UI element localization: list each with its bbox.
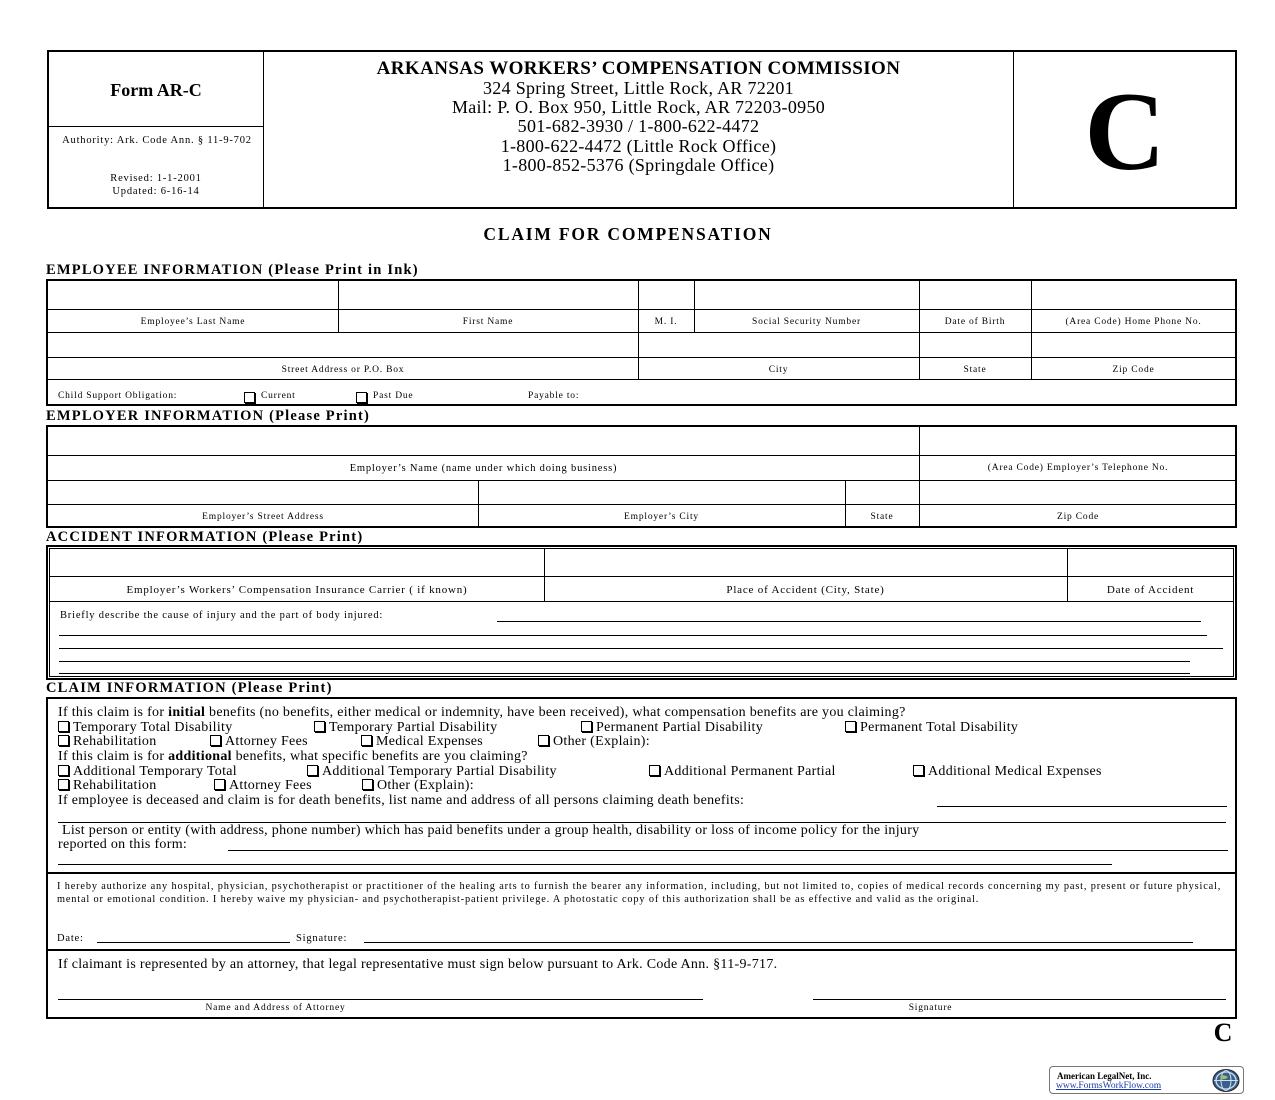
attorney-signature-line[interactable] bbox=[813, 999, 1226, 1000]
option-other-initial[interactable] bbox=[538, 734, 650, 750]
employee-last-name-input[interactable] bbox=[52, 287, 338, 307]
checkbox-icon bbox=[845, 721, 856, 732]
death-benefits-line-1[interactable] bbox=[937, 806, 1227, 807]
group-health-line-2[interactable] bbox=[58, 864, 1112, 865]
header-left-divider bbox=[49, 126, 263, 127]
legalnet-badge bbox=[1049, 1066, 1244, 1094]
option-add-attorney-fees[interactable] bbox=[214, 778, 312, 794]
checkbox-icon bbox=[361, 735, 372, 746]
attorney-text: If claimant is represented by an attorney, that legal representative must sign below pursuant to Ark. Code Ann. §11-9-717. bbox=[58, 957, 778, 972]
attorney-name-label: Name and Address of Attorney bbox=[205, 1003, 346, 1013]
revised-text: Revised: 1-1-2001 bbox=[110, 173, 202, 184]
employer-city-input[interactable] bbox=[482, 483, 845, 503]
option-label: Temporary Total Disability bbox=[73, 720, 233, 735]
employer-street-input[interactable] bbox=[52, 483, 478, 503]
label-employer-name: Employer’s Name (name under which doing business) bbox=[349, 463, 618, 474]
checkbox-icon bbox=[356, 392, 367, 403]
injury-line-5[interactable] bbox=[59, 673, 1190, 674]
option-add-medical[interactable] bbox=[913, 764, 1102, 780]
checkbox-icon bbox=[214, 779, 225, 790]
option-label: Permanent Total Disability bbox=[860, 720, 1019, 735]
employer-section-heading: EMPLOYER INFORMATION (Please Print) bbox=[46, 408, 371, 424]
option-label: Attorney Fees bbox=[225, 734, 308, 749]
accident-date-input[interactable] bbox=[1071, 554, 1235, 574]
employee-home-phone-input[interactable] bbox=[1035, 287, 1235, 307]
option-add-rehab[interactable] bbox=[58, 778, 157, 794]
checkbox-icon bbox=[244, 392, 255, 403]
employer-state-input[interactable] bbox=[849, 483, 919, 503]
option-label: Additional Temporary Total bbox=[73, 764, 237, 779]
option-attorney-fees[interactable] bbox=[210, 734, 308, 750]
form-letter: C bbox=[1084, 70, 1166, 194]
reported-text: reported on this form: bbox=[58, 837, 188, 852]
label-employer-state: State bbox=[870, 512, 894, 522]
auth-date-label: Date: bbox=[57, 933, 84, 944]
option-label: Temporary Partial Disability bbox=[329, 720, 498, 735]
group-health-line-1[interactable] bbox=[228, 850, 1228, 851]
employee-dob-input[interactable] bbox=[923, 287, 1031, 307]
globe-icon bbox=[1210, 1068, 1240, 1093]
option-label: Medical Expenses bbox=[376, 734, 484, 749]
agency-phone-1: 501-682-3930 / 1-800-622-4472 bbox=[517, 116, 760, 136]
option-label: Additional Temporary Partial Disability bbox=[322, 764, 557, 779]
initial-question bbox=[58, 705, 906, 721]
label-past-due: Past Due bbox=[373, 391, 414, 401]
option-label: Additional Permanent Partial bbox=[664, 764, 836, 779]
checkbox-icon bbox=[538, 735, 549, 746]
attorney-signature-label: Signature bbox=[908, 1003, 953, 1013]
label-first-name: First Name bbox=[462, 317, 514, 327]
label-employer-street: Employer’s Street Address bbox=[202, 512, 324, 522]
checkbox-icon bbox=[362, 779, 373, 790]
agency-address-1: 324 Spring Street, Little Rock, AR 72201 bbox=[483, 78, 794, 98]
updated-text: Updated: 6-16-14 bbox=[112, 186, 200, 197]
insurance-carrier-input[interactable] bbox=[54, 554, 544, 574]
child-support-past-due-checkbox[interactable] bbox=[356, 389, 371, 407]
checkbox-icon bbox=[58, 721, 69, 732]
option-label: Rehabilitation bbox=[73, 734, 157, 749]
label-employer-city: Employer’s City bbox=[624, 512, 699, 522]
initial-question-bold: initial bbox=[168, 705, 206, 720]
additional-question bbox=[58, 749, 528, 765]
label-mi: M. I. bbox=[654, 317, 678, 327]
option-label: Other (Explain): bbox=[553, 734, 650, 749]
emp-row-line-1 bbox=[48, 309, 1235, 310]
page-letter: C bbox=[1213, 1018, 1233, 1047]
checkbox-icon bbox=[58, 765, 69, 776]
label-home-phone: (Area Code) Home Phone No. bbox=[1065, 317, 1202, 327]
accident-place-input[interactable] bbox=[548, 554, 1067, 574]
form-title: CLAIM FOR COMPENSATION bbox=[483, 224, 773, 244]
employer-phone-input[interactable] bbox=[923, 432, 1235, 452]
label-date-of-accident: Date of Accident bbox=[1106, 584, 1195, 596]
injury-line-2[interactable] bbox=[59, 635, 1207, 636]
option-rehab[interactable] bbox=[58, 734, 157, 750]
option-add-other[interactable] bbox=[362, 778, 474, 794]
additional-question-bold: additional bbox=[168, 749, 232, 764]
legalnet-company: American LegalNet, Inc. bbox=[1057, 1071, 1152, 1081]
label-street: Street Address or P.O. Box bbox=[281, 365, 405, 375]
injury-line-3[interactable] bbox=[59, 648, 1223, 649]
payable-to-input[interactable] bbox=[596, 384, 1230, 404]
employer-name-input[interactable] bbox=[52, 432, 918, 452]
option-add-ppd[interactable] bbox=[649, 764, 836, 780]
agency-phone-2: 1-800-622-4472 (Little Rock Office) bbox=[500, 136, 777, 156]
form-name: Form AR-C bbox=[110, 80, 202, 100]
additional-question-post: benefits, what specific benefits are you claiming? bbox=[231, 749, 528, 764]
initial-question-post: benefits (no benefits, either medical or indemnity, have been received), what compensation benefits are you claiming? bbox=[205, 705, 906, 720]
auth-signature-label: Signature: bbox=[296, 933, 348, 944]
employee-section-heading: EMPLOYEE INFORMATION (Please Print in Ink) bbox=[46, 262, 419, 278]
auth-date-line[interactable] bbox=[97, 942, 290, 943]
legalnet-url[interactable]: www.FormsWorkFlow.com bbox=[1056, 1081, 1162, 1091]
label-city: City bbox=[768, 365, 789, 375]
er-row-line-2 bbox=[48, 480, 1235, 481]
auth-signature-line[interactable] bbox=[364, 942, 1193, 943]
label-child-support: Child Support Obligation: bbox=[58, 391, 178, 401]
label-dob: Date of Birth bbox=[944, 317, 1006, 327]
acc-row-line-2 bbox=[50, 601, 1233, 602]
acc-row-line-1 bbox=[50, 576, 1233, 577]
injury-line-4[interactable] bbox=[59, 661, 1190, 662]
agency-name: ARKANSAS WORKERS’ COMPENSATION COMMISSION bbox=[376, 58, 901, 79]
label-last-name: Employee’s Last Name bbox=[140, 317, 246, 327]
option-label: Rehabilitation bbox=[73, 778, 157, 793]
employer-zip-input[interactable] bbox=[923, 483, 1235, 503]
agency-phone-3: 1-800-852-5376 (Springdale Office) bbox=[502, 155, 775, 175]
checkbox-icon bbox=[314, 721, 325, 732]
injury-line-1[interactable] bbox=[497, 621, 1201, 622]
employee-mi-input[interactable] bbox=[642, 287, 694, 307]
authority-text: Authority: Ark. Code Ann. § 11-9-702 bbox=[62, 135, 252, 146]
option-medical-expenses[interactable] bbox=[361, 734, 483, 750]
death-benefits-text: If employee is deceased and claim is for death benefits, list name and address of all persons claiming death benefits: bbox=[58, 793, 745, 808]
checkbox-icon bbox=[58, 735, 69, 746]
emp-row-line-2 bbox=[48, 332, 1235, 333]
label-employer-phone: (Area Code) Employer’s Telephone No. bbox=[987, 463, 1169, 473]
claim-divider-1 bbox=[48, 872, 1235, 874]
er-row-line-3 bbox=[48, 504, 1235, 505]
employee-city-input[interactable] bbox=[642, 335, 919, 355]
checkbox-icon bbox=[307, 765, 318, 776]
employee-ssn-input[interactable] bbox=[698, 287, 919, 307]
employee-first-name-input[interactable] bbox=[342, 287, 638, 307]
er-row-line-1 bbox=[48, 455, 1235, 456]
label-carrier: Employer’s Workers’ Compensation Insurance Carrier ( if known) bbox=[126, 584, 468, 596]
option-label: Other (Explain): bbox=[377, 778, 474, 793]
authorization-text: I hereby authorize any hospital, physician, psychotherapist or practitioner of the healing arts to furnish the bearer any information, including, but not limited to, copies of medical records concerning my past, present or future physical, mental or emotional condition. I hereby waive my physician- and psychotherapist-patient privilege. A photostatic copy of this authorization shall be as effective and valid as the original. bbox=[57, 881, 1222, 905]
attorney-name-line[interactable] bbox=[58, 999, 703, 1000]
checkbox-icon bbox=[913, 765, 924, 776]
checkbox-icon bbox=[58, 779, 69, 790]
employee-zip-input[interactable] bbox=[1035, 335, 1235, 355]
label-zip: Zip Code bbox=[1112, 365, 1155, 375]
accident-section-heading: ACCIDENT INFORMATION (Please Print) bbox=[46, 529, 364, 545]
initial-question-pre: If this claim is for bbox=[58, 705, 169, 720]
checkbox-icon bbox=[210, 735, 221, 746]
emp-row-line-4 bbox=[48, 379, 1235, 380]
emp-row-line-3 bbox=[48, 357, 1235, 358]
label-ssn: Social Security Number bbox=[752, 317, 861, 327]
employee-state-input[interactable] bbox=[923, 335, 1031, 355]
additional-question-pre: If this claim is for bbox=[58, 749, 169, 764]
checkbox-icon bbox=[581, 721, 592, 732]
label-payable-to: Payable to: bbox=[528, 391, 580, 401]
label-place: Place of Accident (City, State) bbox=[726, 584, 885, 596]
claim-section-heading: CLAIM INFORMATION (Please Print) bbox=[46, 680, 333, 696]
claim-divider-2 bbox=[48, 949, 1235, 951]
option-label: Additional Medical Expenses bbox=[928, 764, 1102, 779]
option-label: Permanent Partial Disability bbox=[596, 720, 764, 735]
label-employer-zip: Zip Code bbox=[1056, 512, 1100, 522]
group-health-text: List person or entity (with address, phone number) which has paid benefits under a group health, disability or loss of income policy for the injury bbox=[62, 823, 920, 838]
option-label: Attorney Fees bbox=[229, 778, 312, 793]
employee-street-input[interactable] bbox=[52, 335, 638, 355]
agency-address-2: Mail: P. O. Box 950, Little Rock, AR 72203-0950 bbox=[451, 97, 826, 117]
label-current: Current bbox=[261, 391, 296, 401]
checkbox-icon bbox=[649, 765, 660, 776]
label-describe-injury: Briefly describe the cause of injury and the part of body injured: bbox=[60, 610, 384, 621]
option-ptd[interactable] bbox=[845, 720, 1018, 736]
label-state: State bbox=[963, 365, 987, 375]
child-support-current-checkbox[interactable] bbox=[244, 389, 259, 407]
